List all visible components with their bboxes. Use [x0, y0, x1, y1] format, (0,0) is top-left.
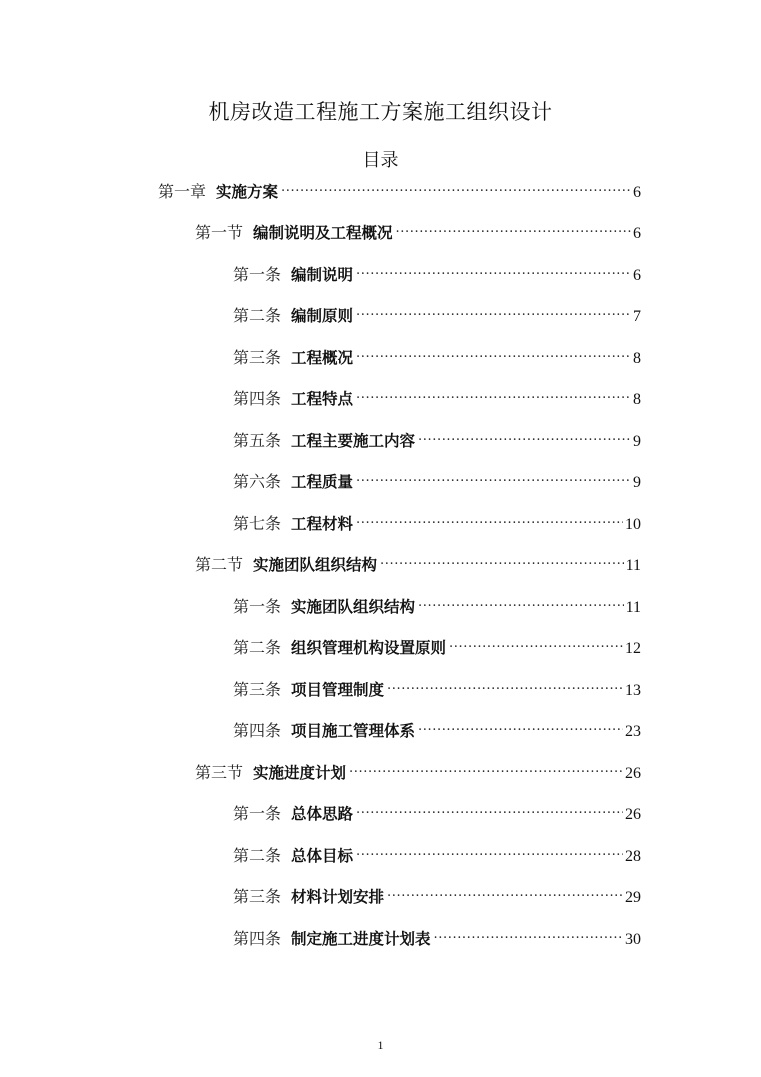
toc-entry-page: 11	[625, 557, 641, 574]
toc-entry-number: 第四条	[233, 721, 282, 740]
toc-entry-section-1[interactable]	[195, 214, 641, 242]
toc-entry-page: 9	[633, 433, 641, 450]
toc-entry-title: 实施方案	[216, 183, 279, 201]
toc-entry-article[interactable]	[233, 671, 641, 699]
toc-entry-article[interactable]	[233, 380, 641, 408]
toc-dot-leader	[418, 712, 623, 736]
toc-entry-page: 8	[633, 350, 641, 367]
toc-dot-leader	[387, 671, 623, 695]
toc-entry-title: 项目施工管理体系	[291, 722, 416, 740]
toc-dot-leader	[434, 920, 623, 944]
toc-entry-number: 第一节	[195, 223, 244, 242]
toc-entry-title: 工程材料	[291, 515, 354, 533]
toc-entry-number: 第三条	[233, 348, 282, 367]
toc-dot-leader	[449, 629, 623, 653]
toc-entry-article[interactable]	[233, 505, 641, 533]
toc-entry-title: 工程质量	[291, 473, 354, 491]
toc-entry-title: 材料计划安排	[291, 888, 385, 906]
toc-entry-page: 26	[625, 765, 641, 782]
toc-entry-title: 总体目标	[291, 847, 354, 865]
toc-entry-number: 第四条	[233, 929, 282, 948]
toc-entry-number: 第二节	[195, 555, 244, 574]
toc-entry-number: 第三条	[233, 680, 282, 699]
toc-entry-page: 28	[625, 848, 641, 865]
toc-entry-title: 实施进度计划	[253, 764, 347, 782]
toc-entry-number: 第一条	[233, 265, 282, 284]
toc-dot-leader	[356, 380, 631, 404]
toc-entry-title: 工程特点	[291, 390, 354, 408]
toc-entry-page: 6	[633, 267, 641, 284]
toc-entry-title: 项目管理制度	[291, 681, 385, 699]
toc-entry-article[interactable]	[233, 837, 641, 865]
toc-entry-number: 第七条	[233, 514, 282, 533]
toc-entry-article[interactable]	[233, 339, 641, 367]
toc-entry-section-2[interactable]	[195, 546, 641, 574]
toc-dot-leader	[356, 256, 631, 280]
toc-entry-page: 6	[633, 184, 641, 201]
toc-entry-article[interactable]	[233, 256, 641, 284]
toc-entry-title: 工程概况	[291, 349, 354, 367]
toc-entry-page: 7	[633, 308, 641, 325]
toc-entry-title: 组织管理机构设置原则	[291, 639, 447, 657]
toc-entry-number: 第一章	[158, 182, 207, 201]
toc-entry-title: 制定施工进度计划表	[291, 930, 431, 948]
toc-entry-title: 实施团队组织结构	[253, 556, 378, 574]
toc-entry-number: 第六条	[233, 472, 282, 491]
toc-dot-leader	[418, 422, 631, 446]
toc-entry-article[interactable]	[233, 795, 641, 823]
toc-dot-leader	[356, 463, 631, 487]
toc-dot-leader	[418, 588, 624, 612]
toc-dot-leader	[380, 546, 624, 570]
toc-dot-leader	[387, 878, 623, 902]
toc-entry-article[interactable]	[233, 422, 641, 450]
toc-entry-number: 第三条	[233, 887, 282, 906]
toc-entry-title: 工程主要施工内容	[291, 432, 416, 450]
toc-entry-article[interactable]	[233, 629, 641, 657]
toc-dot-leader	[356, 297, 631, 321]
toc-entry-page: 29	[625, 889, 641, 906]
toc-entry-article[interactable]	[233, 588, 641, 616]
toc-entry-title: 总体思路	[291, 805, 354, 823]
toc-dot-leader	[396, 214, 631, 238]
toc-entry-number: 第一条	[233, 804, 282, 823]
toc-entry-number: 第一条	[233, 597, 282, 616]
toc-entry-page: 9	[633, 474, 641, 491]
toc-dot-leader	[356, 795, 623, 819]
toc-dot-leader	[356, 837, 623, 861]
toc-entry-number: 第三节	[195, 763, 244, 782]
toc-entry-number: 第二条	[233, 846, 282, 865]
toc-entry-page: 30	[625, 931, 641, 948]
toc-entry-article[interactable]	[233, 463, 641, 491]
page-number: 1	[377, 1038, 384, 1052]
toc-dot-leader	[349, 754, 623, 778]
toc-entry-title: 实施团队组织结构	[291, 598, 416, 616]
toc-dot-leader	[356, 505, 623, 529]
toc-entry-page: 11	[625, 599, 641, 616]
toc-entry-page: 26	[625, 806, 641, 823]
toc-entry-number: 第四条	[233, 389, 282, 408]
document-title: 机房改造工程施工方案施工组织设计	[208, 100, 553, 124]
toc-entry-page: 13	[625, 682, 641, 699]
toc-entry-page: 8	[633, 391, 641, 408]
toc-dot-leader	[356, 339, 631, 363]
toc-entry-page: 12	[625, 640, 641, 657]
toc-entry-article[interactable]	[233, 920, 641, 948]
toc-entry-section-3[interactable]	[195, 754, 641, 782]
toc-entry-chapter-1[interactable]	[158, 173, 641, 201]
toc-entry-page: 10	[625, 516, 641, 533]
toc-heading: 目录	[362, 150, 399, 171]
toc-entry-number: 第五条	[233, 431, 282, 450]
toc-entry-title: 编制原则	[291, 307, 354, 325]
toc-entry-title: 编制说明及工程概况	[253, 224, 393, 242]
toc-entry-title: 编制说明	[291, 266, 354, 284]
toc-entry-number: 第二条	[233, 638, 282, 657]
toc-entry-number: 第二条	[233, 306, 282, 325]
toc-entry-page: 6	[633, 225, 641, 242]
toc-entry-article[interactable]	[233, 878, 641, 906]
toc-entry-article[interactable]	[233, 297, 641, 325]
toc-entry-article[interactable]	[233, 712, 641, 740]
toc-dot-leader	[281, 173, 631, 197]
toc-entry-page: 23	[625, 723, 641, 740]
